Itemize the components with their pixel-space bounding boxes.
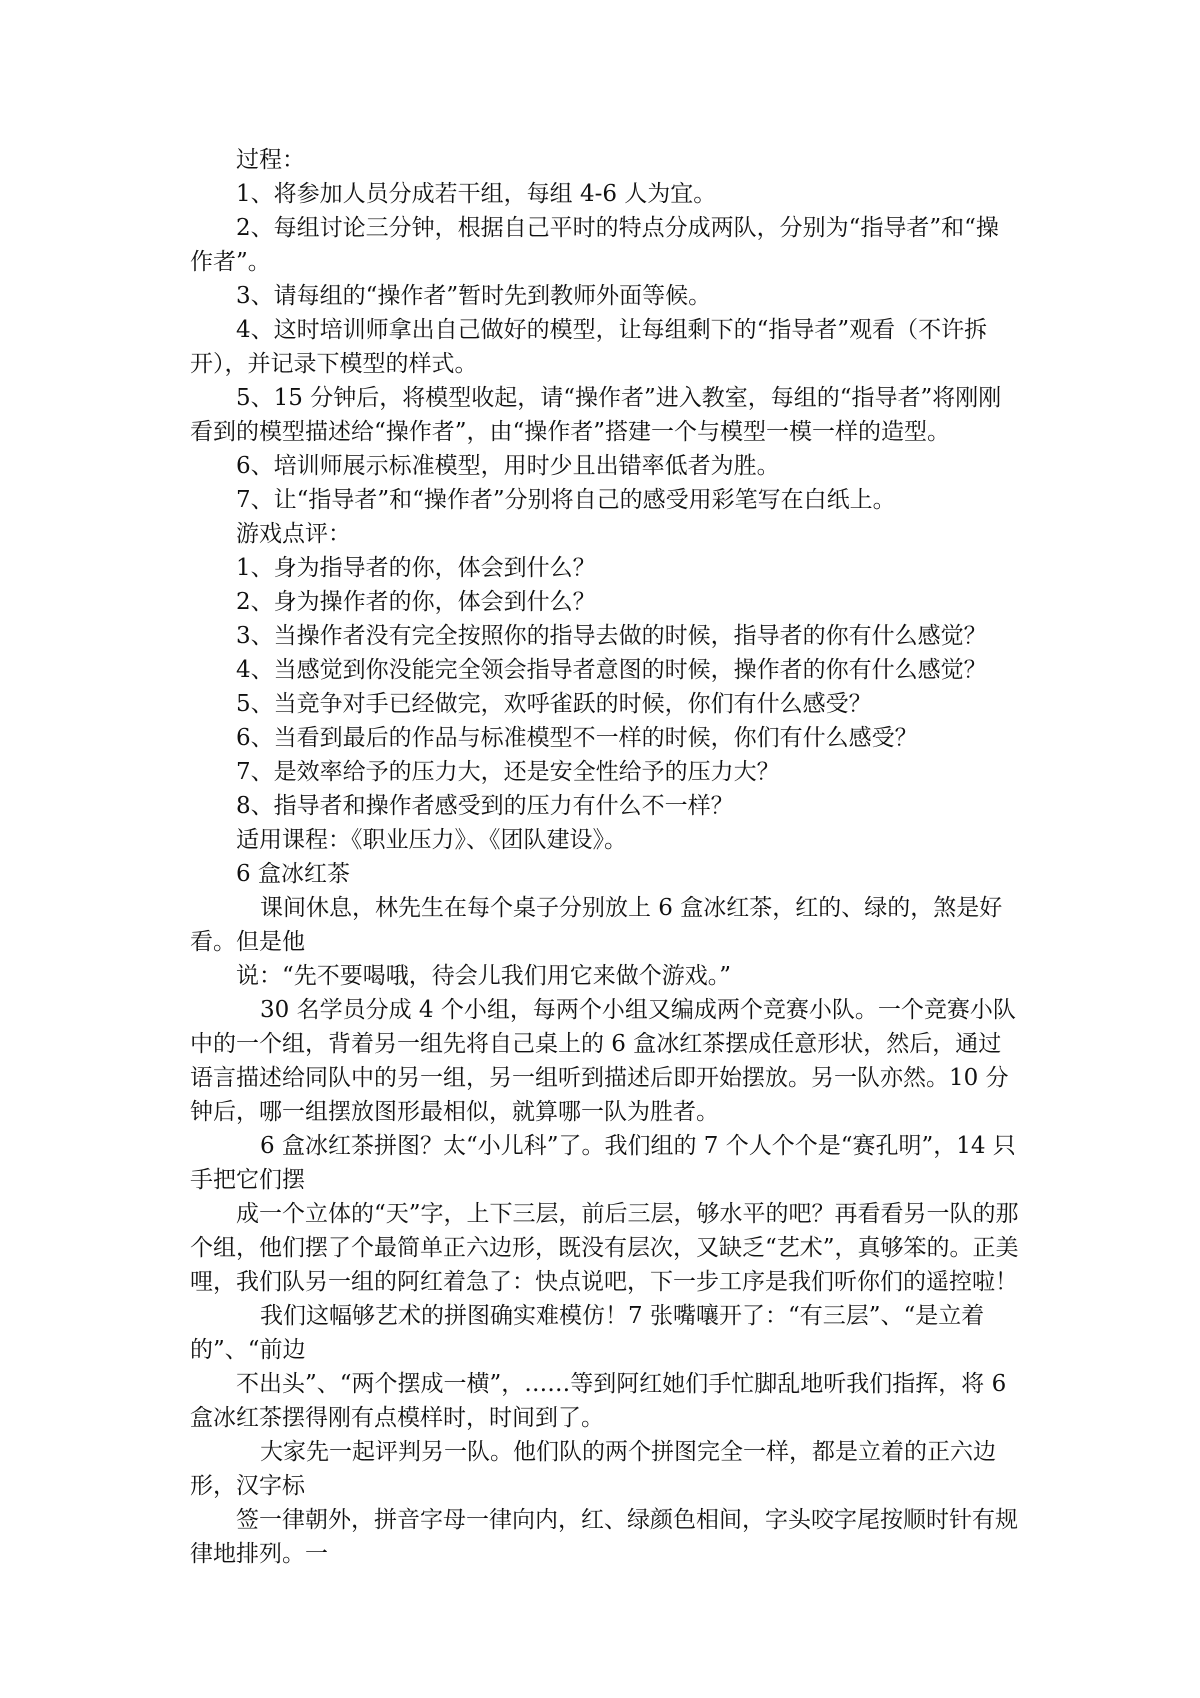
paragraph: 7、让“指导者”和“操作者”分别将自己的感受用彩笔写在白纸上。 [236,487,896,513]
paragraph: 课间休息，林先生在每个桌子分别放上 6 盒冰红茶，红的、绿的，煞是好看。但是他 [190,895,1003,955]
paragraph: 签一律朝外，拼音字母一律向内，红、绿颜色相间，字头咬字尾按顺时针有规律地排列。一 [190,1507,1018,1567]
paragraph: 6、培训师展示标准模型，用时少且出错率低者为胜。 [236,453,780,479]
paragraph: 3、请每组的“操作者”暂时先到教师外面等候。 [236,283,712,309]
paragraph: 8、指导者和操作者感受到的压力有什么不一样？ [236,793,734,819]
paragraph: 2、每组讨论三分钟，根据自己平时的特点分成两队，分别为“指导者”和“操作者”。 [190,215,999,275]
paragraph: 7、是效率给予的压力大，还是安全性给予的压力大？ [236,759,780,785]
paragraph: 不出头”、“两个摆成一横”，……等到阿红她们手忙脚乱地听我们指挥，将 6 盒冰红茶摆得刚有点模样时，时间到了。 [190,1371,1014,1431]
paragraph: 说：“先不要喝哦，待会儿我们用它来做个游戏。” [236,963,732,989]
paragraph: 1、将参加人员分成若干组，每组 4-6 人为宜。 [236,181,717,207]
paragraph: 2、身为操作者的你，体会到什么？ [236,589,596,615]
paragraph: 4、当感觉到你没能完全领会指导者意图的时候，操作者的你有什么感觉？ [236,657,987,683]
paragraph: 4、这时培训师拿出自己做好的模型，让每组剩下的“指导者”观看（不许拆开），并记录下模型的样式。 [190,317,988,377]
paragraph: 5、15 分钟后，将模型收起，请“操作者”进入教室，每组的“指导者”将刚刚看到的模型描述给“操作者”，由“操作者”搭建一个与模型一模一样的造型。 [190,385,1002,445]
paragraph: 3、当操作者没有完全按照你的指导去做的时候，指导者的你有什么感觉？ [236,623,987,649]
paragraph: 大家先一起评判另一队。他们队的两个拼图完全一样，都是立着的正六边形，汉字标 [190,1439,996,1499]
paragraph: 30 名学员分成 4 个小组，每两个小组又编成两个竞赛小队。一个竞赛小队中的一个组，背着另一组先将自己桌上的 6 盒冰红茶摆成任意形状，然后，通过语言描述给同队中的另一组，另一组听到描述后即开始摆放。另一队亦然。10 分钟后，哪一组摆放图形最相似，就算哪一队为胜者。 [190,997,1016,1125]
paragraph: 5、当竞争对手已经做完，欢呼雀跃的时候，你们有什么感受？ [236,691,872,717]
paragraph: 6、当看到最后的作品与标准模型不一样的时候，你们有什么感受？ [236,725,918,751]
paragraph: 成一个立体的“天”字，上下三层，前后三层，够水平的吧？再看看另一队的那个组，他们摆了个最简单正六边形，既没有层次，又缺乏“艺术”，真够笨的。正美哩，我们队另一组的阿红着急了：快点说吧，下一步工序是我们听你们的遥控啦！ [190,1201,1019,1295]
paragraph: 我们这幅够艺术的拼图确实难模仿！7 张嘴嚷开了：“有三层”、“是立着的”、“前边 [190,1303,985,1363]
paragraph: 6 盒冰红茶 [236,861,350,887]
document-page [190,143,1020,1571]
paragraph: 6 盒冰红茶拼图？太“小儿科”了。我们组的 7 个人个个是“赛孔明”，14 只手把它们摆 [190,1133,1016,1193]
paragraph: 适用课程：《职业压力》、《团队建设》。 [236,827,627,853]
paragraph: 游戏点评： [236,521,351,547]
paragraph: 1、身为指导者的你，体会到什么？ [236,555,596,581]
paragraph: 过程： [236,147,305,173]
